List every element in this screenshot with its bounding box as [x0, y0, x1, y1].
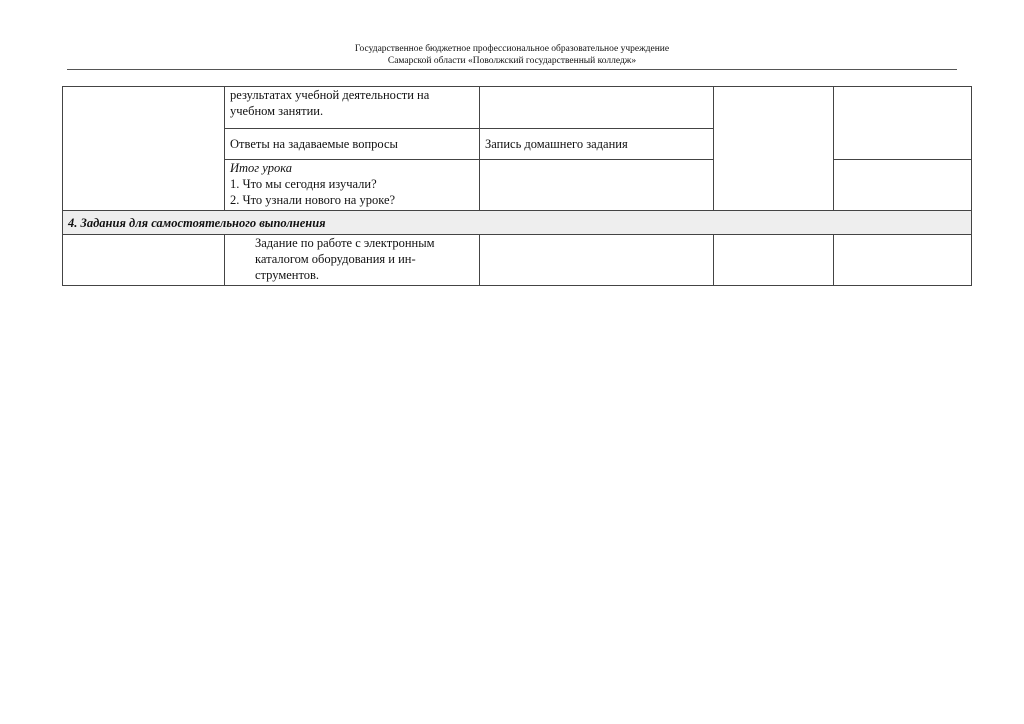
notes-cell [834, 235, 972, 286]
student-activity-cell [480, 235, 714, 286]
lesson-summary-item: 2. Что узнали нового на уроке? [230, 193, 396, 207]
stage-cell [63, 87, 225, 211]
activity-text-line-2: учебном занятии. [230, 104, 324, 118]
activity-cell [225, 87, 480, 129]
table-row [63, 235, 972, 286]
assignment-cell [225, 235, 480, 286]
student-activity-cell [480, 160, 714, 211]
notes-cell [834, 160, 972, 211]
table-row [63, 87, 972, 129]
methods-cell [714, 235, 834, 286]
assignment-text-line-3: струментов. [255, 268, 320, 282]
student-activity-cell: Запись домашнего задания [480, 129, 714, 160]
methods-cell [714, 87, 834, 211]
header-line-2: Самарской области «Поволжский государственный колледж» [387, 55, 637, 66]
header-line-1: Государственное бюджетное профессиональное образовательное учреждение [354, 44, 670, 54]
header-divider [67, 69, 957, 70]
lesson-summary-title: Итог урока [230, 161, 292, 175]
student-activity-cell [480, 87, 714, 129]
activity-text-line-1: результатах учебной деятельности на [230, 88, 430, 102]
stage-cell [63, 235, 225, 286]
lesson-plan-table [62, 86, 972, 286]
assignment-text-line-2: каталогом оборудования и ин- [255, 252, 416, 266]
notes-cell [834, 87, 972, 160]
assignment-text-line-1: Задание по работе с электронным [255, 236, 435, 250]
page-header [0, 44, 1024, 67]
section-title: 4. Задания для самостоятельного выполнения [63, 211, 972, 235]
lesson-summary-item: 1. Что мы сегодня изучали? [230, 177, 377, 191]
lesson-summary-cell [225, 160, 480, 211]
section-header-row [63, 211, 972, 235]
activity-cell: Ответы на задаваемые вопросы [225, 129, 480, 160]
